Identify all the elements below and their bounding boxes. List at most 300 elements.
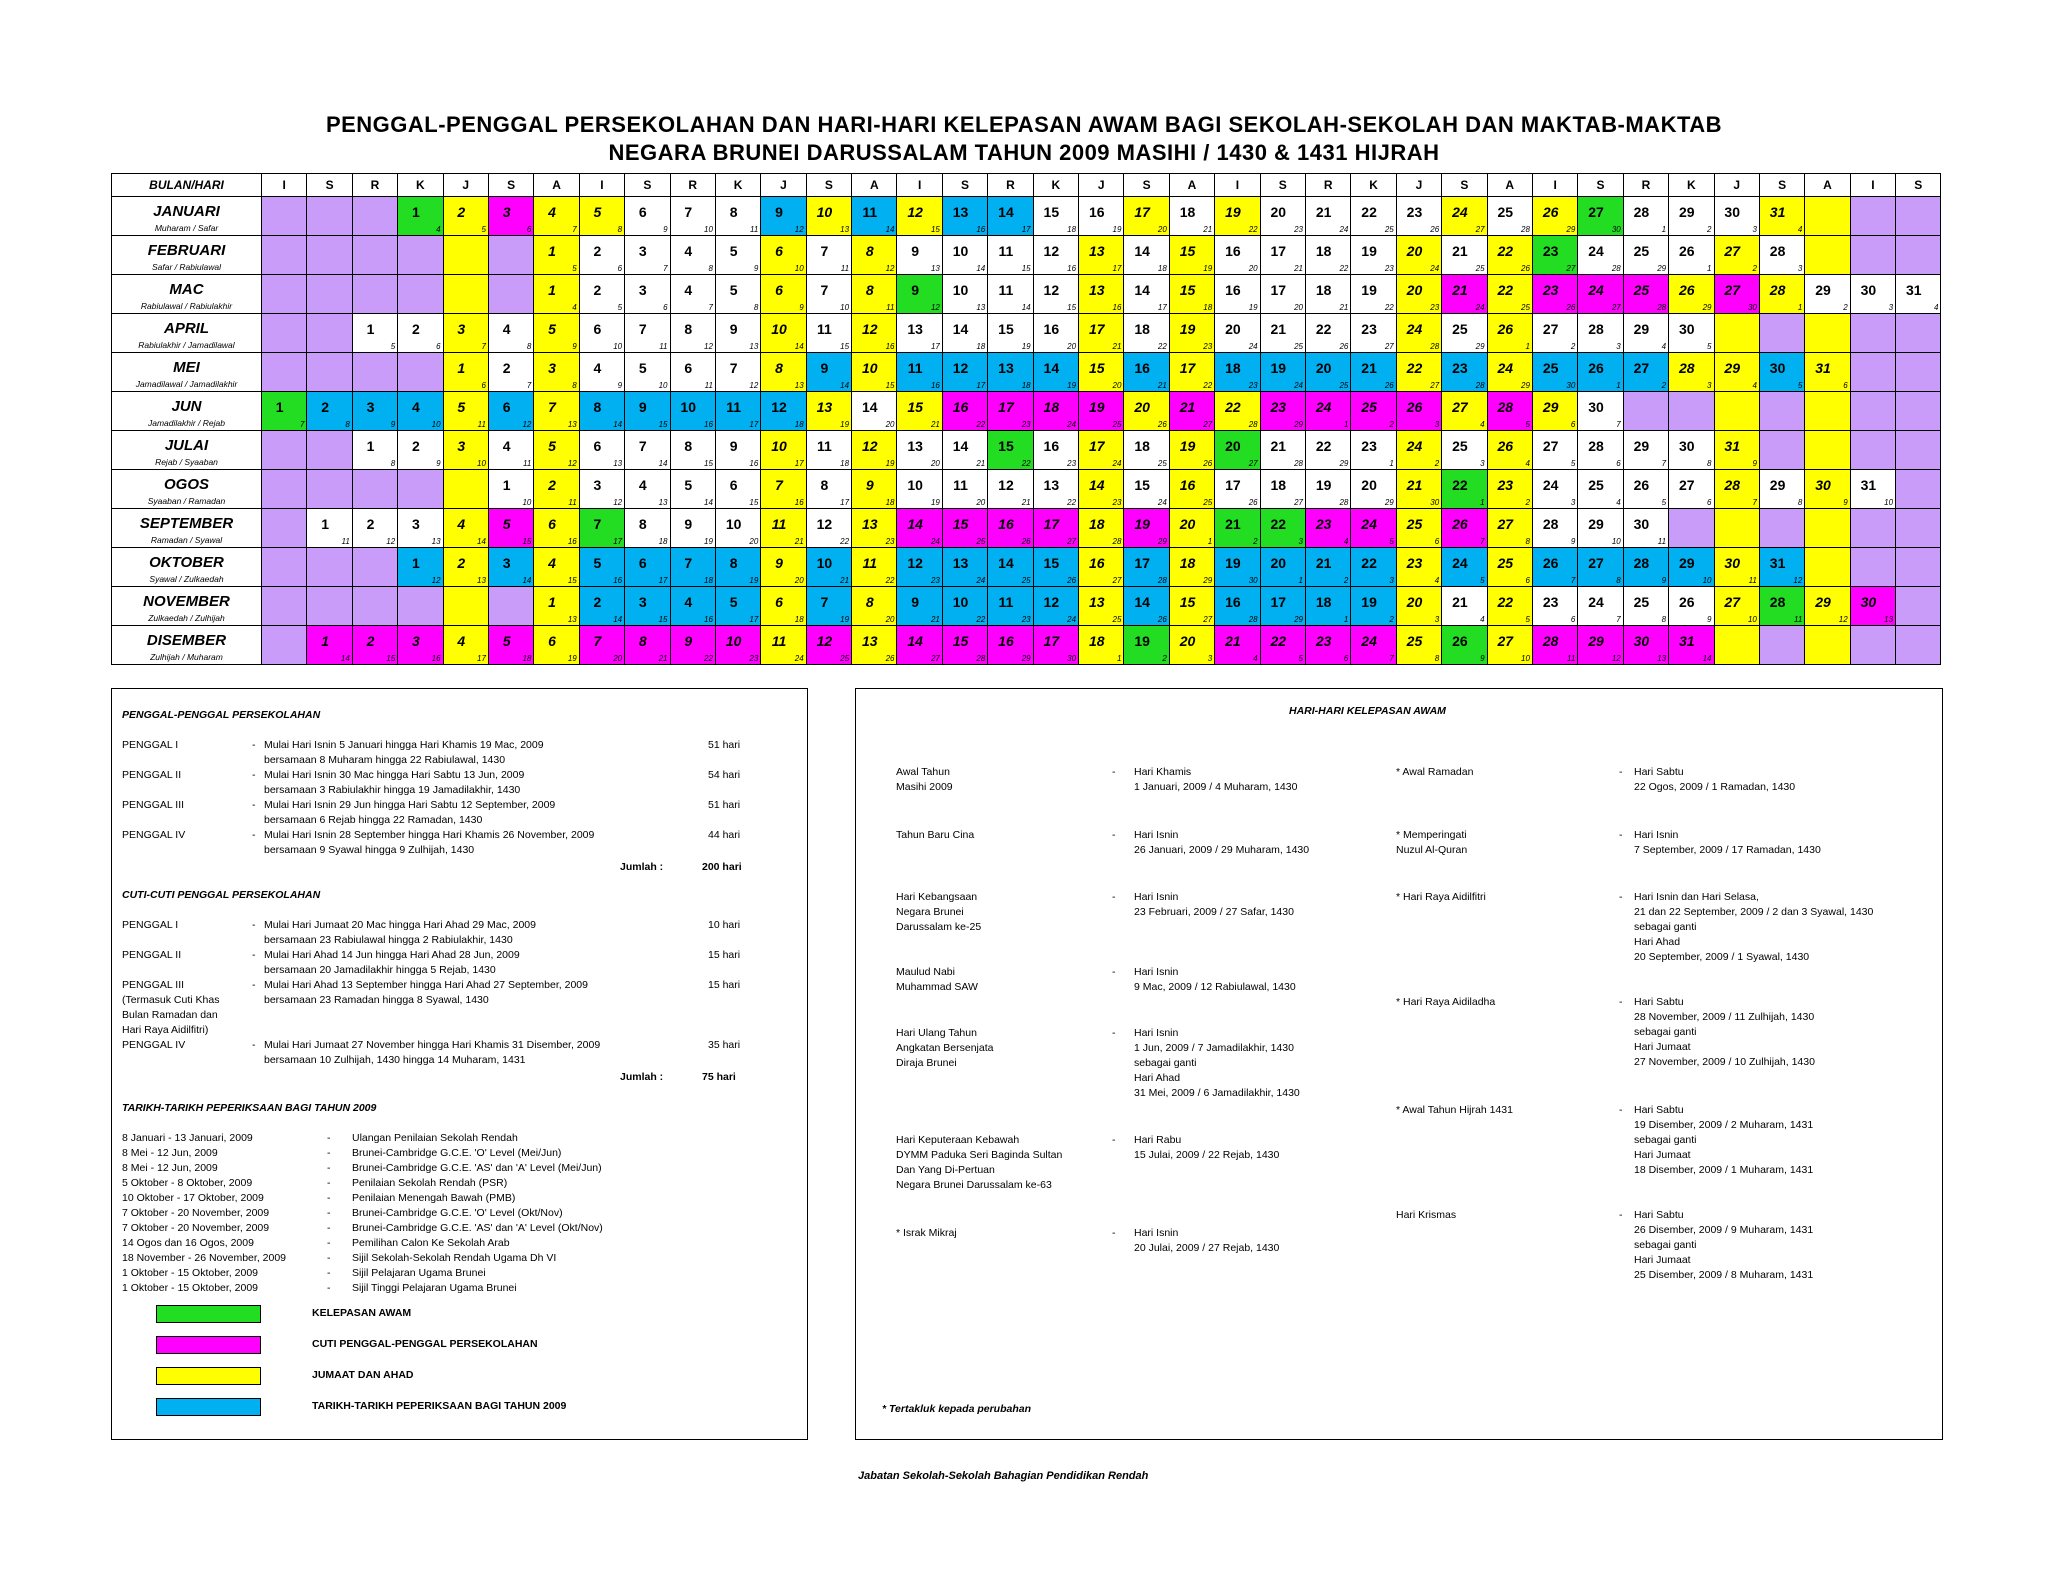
hijri-day: 24 (1067, 615, 1077, 624)
day-cell (988, 548, 1033, 587)
hijri-day: 2 (1843, 303, 1848, 312)
gregorian-day: 19 (1134, 633, 1150, 649)
gregorian-day: 25 (1497, 555, 1514, 571)
day-cell (1124, 548, 1169, 587)
gregorian-day: 1 (275, 399, 284, 415)
hijri-day: 7 (526, 381, 532, 390)
day-cell (1215, 587, 1260, 626)
holiday-name: * Awal Tahun Hijrah 1431 (1396, 1104, 1513, 1116)
day-cell (398, 431, 443, 470)
day-cell (670, 236, 715, 275)
hijri-day: 9 (799, 303, 804, 312)
gregorian-day: 19 (1225, 555, 1241, 571)
day-cell (1260, 314, 1305, 353)
day-cell (988, 275, 1033, 314)
hijri-day: 9 (1752, 459, 1757, 468)
hijri-day: 10 (522, 498, 532, 507)
legend-swatch (156, 1305, 261, 1323)
hijri-day: 9 (1570, 537, 1576, 546)
day-cell (579, 548, 624, 587)
gregorian-day: 4 (548, 555, 556, 571)
gregorian-day: 8 (729, 204, 738, 220)
hijri-day: 28 (1521, 225, 1530, 234)
month-row-ogos (112, 470, 1941, 509)
gregorian-day: 3 (593, 477, 602, 493)
day-cell (1442, 275, 1487, 314)
hijri-day: 17 (794, 459, 804, 468)
exam-name: Penilaian Sekolah Rendah (PSR) (352, 1177, 508, 1189)
gregorian-day: 2 (548, 477, 556, 493)
day-cell (1351, 509, 1396, 548)
gregorian-day: 24 (1588, 282, 1604, 298)
hijri-day: 15 (885, 381, 895, 390)
hijri-day: 21 (658, 654, 668, 663)
gregorian-day: 7 (729, 360, 738, 376)
gregorian-day: 4 (502, 321, 511, 337)
gregorian-day: 9 (865, 477, 874, 493)
gregorian-day: 8 (638, 516, 647, 532)
empty-cell (1623, 392, 1668, 431)
gregorian-day: 17 (1088, 321, 1105, 337)
hijri-day: 1 (1298, 576, 1303, 585)
day-cell (534, 548, 579, 587)
day-cell (1169, 470, 1214, 509)
day-cell (942, 236, 987, 275)
holiday-date: Hari Isnin (1634, 829, 1679, 841)
day-cell (1532, 470, 1577, 509)
hijri-day: 29 (1657, 264, 1667, 273)
holiday-date: Hari Jumaat (1634, 1041, 1691, 1053)
term-dash: - (252, 739, 256, 751)
hijri-day: 8 (1525, 537, 1530, 546)
day-cell (579, 470, 624, 509)
day-cell (1351, 353, 1396, 392)
hijri-day: 28 (1294, 459, 1303, 468)
gregorian-day: 31 (1860, 477, 1877, 493)
hijri-day: 23 (1067, 459, 1077, 468)
hijri-day: 14 (976, 264, 986, 273)
hijri-day: 8 (1616, 576, 1621, 585)
gregorian-day: 24 (1406, 321, 1423, 337)
empty-cell (1896, 548, 1941, 587)
gregorian-day: 1 (366, 321, 375, 337)
day-cell (1079, 626, 1124, 665)
header-day-12: J (761, 174, 806, 197)
day-cell (897, 353, 942, 392)
day-cell (988, 470, 1033, 509)
gregorian-day: 15 (1043, 204, 1060, 220)
day-cell (1396, 314, 1441, 353)
hijri-day: 12 (1793, 576, 1803, 585)
day-cell (443, 353, 488, 392)
day-cell (443, 509, 488, 548)
header-day-9: S (625, 174, 670, 197)
empty-cell (352, 353, 397, 392)
hijri-day: 3 (1298, 537, 1303, 546)
hijri-day: 23 (885, 537, 895, 546)
term-label: PENGGAL II (122, 769, 182, 781)
holiday-name: Negara Brunei (896, 906, 964, 918)
gregorian-day: 9 (684, 633, 693, 649)
gregorian-day: 13 (1088, 282, 1105, 298)
gregorian-day: 10 (816, 555, 833, 571)
empty-cell (1805, 509, 1850, 548)
hijri-day: 7 (1480, 537, 1485, 546)
day-cell (1169, 509, 1214, 548)
day-cell (988, 509, 1033, 548)
header-day-27: S (1442, 174, 1487, 197)
hijri-day: 2 (1389, 615, 1394, 624)
day-cell (1669, 587, 1714, 626)
gregorian-day: 7 (638, 321, 647, 337)
gregorian-day: 15 (1134, 477, 1150, 493)
day-cell (1578, 275, 1623, 314)
day-cell (670, 392, 715, 431)
hijri-day: 28 (1157, 576, 1167, 585)
holiday-date: Hari Ahad (1634, 936, 1681, 948)
gregorian-day: 3 (502, 555, 511, 571)
hijri-day: 29 (1475, 342, 1485, 351)
day-cell (1623, 587, 1668, 626)
gregorian-day: 29 (1769, 477, 1786, 493)
day-cell (670, 275, 715, 314)
month-name: MAC (169, 281, 204, 298)
gregorian-day: 10 (771, 321, 787, 337)
day-cell (488, 314, 533, 353)
day-cell (625, 587, 670, 626)
gregorian-day: 21 (1270, 438, 1287, 454)
gregorian-day: 21 (1452, 282, 1468, 298)
gregorian-day: 23 (1542, 282, 1559, 298)
gregorian-day: 13 (952, 204, 969, 220)
hijri-day: 5 (1480, 576, 1485, 585)
hijri-day: 2 (1343, 576, 1349, 585)
header-day-29: I (1532, 174, 1577, 197)
day-cell (534, 431, 579, 470)
gregorian-day: 22 (1315, 321, 1332, 337)
gregorian-day: 22 (1361, 555, 1377, 571)
day-cell (579, 197, 624, 236)
hijri-day: 6 (1616, 459, 1621, 468)
gregorian-day: 22 (1497, 594, 1514, 610)
header-day-24: R (1305, 174, 1350, 197)
day-cell (1532, 314, 1577, 353)
header-day-4: K (398, 174, 443, 197)
hijri-day: 21 (1112, 342, 1122, 351)
hijri-day: 13 (794, 381, 804, 390)
day-cell (1578, 392, 1623, 431)
hijri-day: 9 (1480, 654, 1485, 663)
gregorian-day: 30 (1860, 282, 1877, 298)
gregorian-day: 4 (457, 633, 466, 649)
day-cell (443, 392, 488, 431)
day-cell (942, 353, 987, 392)
gregorian-day: 23 (1542, 243, 1559, 259)
holiday-name: * Hari Raya Aidilfitri (1396, 891, 1486, 903)
gregorian-day: 27 (1497, 633, 1514, 649)
empty-cell (1850, 509, 1895, 548)
footer-department: Jabatan Sekolah-Sekolah Bahagian Pendidikan Rendah (858, 1470, 1149, 1482)
day-cell (761, 197, 806, 236)
hijri-day: 16 (1112, 303, 1122, 312)
day-cell (1305, 626, 1350, 665)
hijri-day: 24 (1294, 381, 1303, 390)
gregorian-day: 2 (457, 204, 466, 220)
empty-cell (352, 548, 397, 587)
day-cell (1351, 587, 1396, 626)
hijri-day: 15 (658, 615, 668, 624)
gregorian-day: 7 (684, 555, 693, 571)
gregorian-day: 23 (1497, 477, 1514, 493)
header-day-20: S (1124, 174, 1169, 197)
hijri-day: 26 (1157, 615, 1167, 624)
hijri-day: 18 (704, 576, 713, 585)
day-cell (897, 587, 942, 626)
hijri-day: 6 (1343, 654, 1349, 663)
day-cell (1396, 626, 1441, 665)
break-dates: Mulai Hari Ahad 14 Jun hingga Hari Ahad 28 Jun, 2009 (264, 949, 520, 961)
gregorian-day: 21 (1452, 594, 1468, 610)
exam-dash: - (327, 1192, 331, 1204)
day-cell (625, 509, 670, 548)
exam-dash: - (327, 1162, 331, 1174)
gregorian-day: 22 (1497, 282, 1514, 298)
header-day-17: R (988, 174, 1033, 197)
hijri-day: 18 (1067, 225, 1077, 234)
hijri-day: 8 (390, 459, 396, 468)
gregorian-day: 23 (1315, 516, 1332, 532)
hijri-day: 10 (431, 420, 441, 429)
day-cell (806, 626, 851, 665)
hijri-day: 7 (299, 420, 305, 429)
day-cell (534, 353, 579, 392)
day-cell (715, 314, 760, 353)
gregorian-day: 21 (1179, 399, 1196, 415)
day-cell (761, 431, 806, 470)
day-cell (670, 353, 715, 392)
day-cell (1169, 197, 1214, 236)
holiday-dash: - (1619, 996, 1623, 1008)
gregorian-day: 12 (861, 438, 878, 454)
day-cell (1396, 548, 1441, 587)
hijri-day: 11 (477, 420, 486, 429)
gregorian-day: 23 (1406, 555, 1423, 571)
hijri-day: 4 (436, 225, 441, 234)
legend-label: CUTI PENGGAL-PENGGAL PERSEKOLAHAN (312, 1338, 538, 1350)
day-cell (579, 509, 624, 548)
hijri-day: 7 (1616, 615, 1621, 624)
day-cell (1033, 509, 1078, 548)
day-cell (942, 548, 987, 587)
gregorian-day: 25 (1633, 282, 1650, 298)
day-cell (942, 470, 987, 509)
hijri-day: 13 (1884, 615, 1894, 624)
hijri-day: 15 (840, 342, 850, 351)
gregorian-day: 5 (593, 555, 602, 571)
hijri-day: 22 (1067, 498, 1077, 507)
gregorian-day: 15 (952, 516, 969, 532)
terms-total-label: Jumlah : (620, 861, 664, 873)
day-cell (1033, 236, 1078, 275)
hijri-day: 27 (1430, 381, 1440, 390)
legend-swatch (156, 1398, 261, 1416)
hijri-day: 22 (1021, 459, 1031, 468)
hijri-day: 6 (1707, 498, 1712, 507)
gregorian-day: 16 (1225, 594, 1241, 610)
hijri-day: 3 (1752, 225, 1757, 234)
hijri-day: 16 (704, 420, 713, 429)
gregorian-day: 23 (1452, 360, 1468, 376)
gregorian-day: 17 (1270, 282, 1287, 298)
terms-total-value: 200 hari (702, 861, 742, 873)
gregorian-day: 24 (1452, 555, 1468, 571)
empty-cell (1714, 392, 1759, 431)
gregorian-day: 10 (771, 438, 787, 454)
empty-cell (443, 470, 488, 509)
holiday-date: sebagai ganti (1634, 921, 1697, 933)
header-day-11: K (715, 174, 760, 197)
gregorian-day: 3 (366, 399, 375, 415)
hijri-day: 22 (1248, 225, 1258, 234)
day-cell (1169, 626, 1214, 665)
holiday-name: Hari Keputeraan Kebawah (896, 1134, 1020, 1146)
hijri-day: 1 (1207, 537, 1213, 546)
month-row-jun (112, 392, 1941, 431)
day-cell (1351, 275, 1396, 314)
day-cell (1079, 197, 1124, 236)
day-cell (1033, 587, 1078, 626)
gregorian-day: 22 (1225, 399, 1241, 415)
gregorian-day: 28 (1769, 243, 1786, 259)
day-cell (1351, 236, 1396, 275)
hijri-day: 16 (613, 576, 623, 585)
gregorian-day: 11 (771, 516, 787, 532)
hijri-day: 3 (1570, 498, 1576, 507)
hijri-day: 1 (1616, 381, 1621, 390)
month-label (112, 392, 262, 431)
header-day-30: S (1578, 174, 1623, 197)
hijri-day: 20 (794, 576, 804, 585)
day-cell (1805, 470, 1850, 509)
gregorian-day: 16 (1134, 360, 1150, 376)
day-cell (1351, 470, 1396, 509)
hijri-day: 21 (840, 576, 850, 585)
day-cell (1623, 236, 1668, 275)
header-day-14: A (852, 174, 897, 197)
gregorian-day: 11 (816, 438, 832, 454)
gregorian-day: 25 (1361, 399, 1377, 415)
exam-date: 8 Mei - 12 Jun, 2009 (122, 1162, 218, 1174)
hijri-day: 1 (1343, 420, 1349, 429)
day-cell (1623, 353, 1668, 392)
gregorian-day: 8 (684, 438, 693, 454)
gregorian-day: 10 (725, 516, 742, 532)
gregorian-day: 4 (593, 360, 602, 376)
day-cell (1033, 275, 1078, 314)
gregorian-day: 7 (820, 243, 829, 259)
holiday-date: Hari Sabtu (1634, 1209, 1684, 1221)
gregorian-day: 27 (1497, 516, 1514, 532)
empty-cell (1805, 197, 1850, 236)
day-cell (534, 314, 579, 353)
empty-cell (1759, 626, 1804, 665)
gregorian-day: 25 (1406, 516, 1423, 532)
day-cell (1578, 314, 1623, 353)
gregorian-day: 11 (862, 555, 878, 571)
gregorian-day: 31 (1724, 438, 1740, 454)
gregorian-day: 26 (1679, 282, 1695, 298)
day-cell (1578, 431, 1623, 470)
hijri-day: 23 (1112, 498, 1122, 507)
term-dates: Mulai Hari Isnin 5 Januari hingga Hari Khamis 19 Mac, 2009 (264, 739, 544, 751)
gregorian-day: 1 (548, 282, 556, 298)
hijri-day: 22 (885, 576, 895, 585)
gregorian-day: 14 (1088, 477, 1105, 493)
gregorian-day: 10 (861, 360, 878, 376)
hijri-day: 26 (1067, 576, 1077, 585)
day-cell (852, 470, 897, 509)
note-subject-to-change: * Tertakluk kepada perubahan (882, 1403, 1031, 1415)
day-cell (1033, 197, 1078, 236)
empty-cell (1896, 626, 1941, 665)
hijri-day: 20 (885, 420, 895, 429)
gregorian-day: 10 (725, 633, 742, 649)
holiday-name: Hari Kebangsaan (896, 891, 978, 903)
hijri-day: 26 (1384, 381, 1394, 390)
gregorian-day: 17 (1088, 438, 1105, 454)
month-row-februari (112, 236, 1941, 275)
hijri-day: 5 (1298, 654, 1303, 663)
hijri-day: 24 (1475, 303, 1485, 312)
hijri-day: 13 (431, 537, 441, 546)
day-cell (942, 431, 987, 470)
gregorian-day: 30 (1588, 399, 1604, 415)
day-cell (670, 431, 715, 470)
legend-swatch (156, 1336, 261, 1354)
gregorian-day: 28 (1633, 204, 1650, 220)
gregorian-day: 22 (1497, 243, 1514, 259)
hijri-day: 19 (1021, 342, 1031, 351)
hijri-day: 20 (1067, 342, 1077, 351)
exam-dash: - (327, 1207, 331, 1219)
day-cell (1532, 431, 1577, 470)
gregorian-day: 4 (684, 594, 693, 610)
day-cell (625, 392, 670, 431)
day-cell (1305, 236, 1350, 275)
exam-date: 18 November - 26 November, 2009 (122, 1252, 287, 1264)
hijri-day: 8 (345, 420, 350, 429)
hijri-day: 11 (1567, 654, 1576, 663)
month-hijri: Rabiulakhir / Jamadilawal (138, 340, 235, 350)
day-cell (352, 431, 397, 470)
gregorian-day: 29 (1724, 360, 1740, 376)
day-cell (262, 392, 307, 431)
hijri-day: 10 (613, 342, 623, 351)
hijri-day: 8 (526, 342, 532, 351)
empty-cell (1850, 197, 1895, 236)
hijri-day: 24 (930, 537, 940, 546)
day-cell (1305, 431, 1350, 470)
hijri-day: 14 (613, 420, 623, 429)
gregorian-day: 13 (861, 633, 878, 649)
hijri-day: 21 (930, 420, 940, 429)
hijri-day: 22 (1339, 264, 1349, 273)
hijri-day: 15 (930, 225, 940, 234)
day-cell (1351, 626, 1396, 665)
day-cell (1033, 470, 1078, 509)
holiday-dash: - (1619, 1104, 1623, 1116)
hijri-day: 14 (840, 381, 850, 390)
